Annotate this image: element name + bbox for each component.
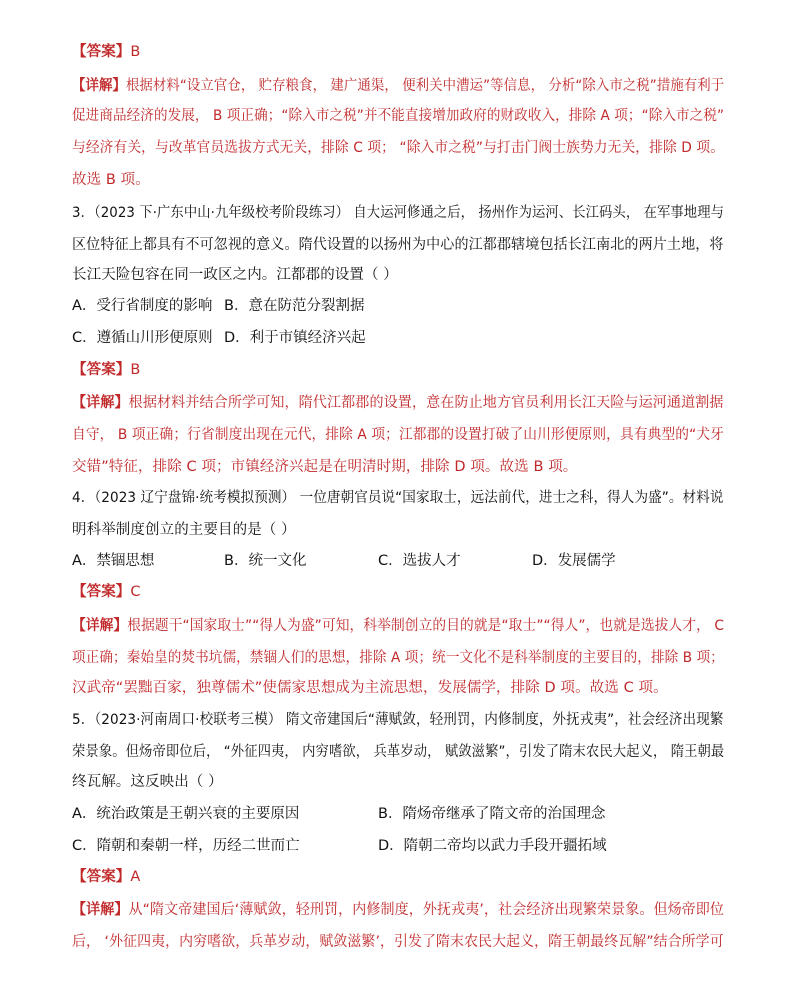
answer-tag: 【答案】: [72, 44, 131, 60]
q3-option-b: B．意在防范分裂割据: [224, 298, 365, 314]
q3-detail-line-3: 交错”特征，排除 C 项；市镇经济兴起是在明清时期，排除 D 项。故选 B 项。: [72, 459, 578, 475]
q2-detail-line-4: 故选 B 项。: [72, 172, 150, 188]
answer-value: C: [130, 584, 141, 600]
q2-detail-line-2: 促进商品经济的发展， B 项正确；“除入市之税”并不能直接增加政府的财政收入，排除 A 项；“除入市之税”: [72, 108, 725, 124]
q5-stem-line-2: 荣景象。但炀帝即位后， “外征四夷， 内穷嗜欲， 兵革岁动， 赋敛滋繁”，引发了隋末农民大起义， 隋王朝最: [72, 744, 725, 760]
q3-detail-line-2: 自守， B 项正确；行省制度出现在元代，排除 A 项；江都郡的设置打破了山川形便原则，具有典型的“犬牙: [72, 427, 724, 443]
detail-tag: 【详解】: [72, 78, 126, 94]
q3-option-d: D．利于市镇经济兴起: [224, 330, 366, 346]
q4-detail-line-3: 汉武帝“罢黜百家，独尊儒术”使儒家思想成为主流思想，发展儒学，排除 D 项。故选 C 项。: [72, 680, 668, 696]
q5-option-b: B．隋炀帝继承了隋文帝的治国理念: [378, 806, 606, 822]
answer-value: A: [130, 869, 141, 885]
answer-tag: 【答案】: [72, 869, 131, 885]
q4-option-c: C．选拔人才: [378, 553, 461, 569]
q5-option-a: A．统治政策是王朝兴衰的主要原因: [72, 806, 300, 822]
q4-stem-line-2: 明科举制度创立的主要目的是（ ）: [72, 522, 296, 538]
q5-detail-line-1: 【详解】从“隋文帝建国后‘薄赋敛，轻刑罚，内修制度，外抚戎夷’，社会经济出现繁荣景象。但炀帝即位: [72, 902, 725, 918]
q4-option-b: B．统一文化: [224, 553, 307, 569]
q4-option-a: A．禁锢思想: [72, 553, 155, 569]
q2-answer-line: [72, 42, 140, 62]
q3-stem-line-2: 区位特征上都具有不可忽视的意义。隋代设置的以扬州为中心的江都郡辖境包括长江南北的两片土地，将: [72, 237, 724, 253]
q4-option-d: D．发展儒学: [532, 553, 616, 569]
q3-option-a: A．受行省制度的影响: [72, 298, 213, 314]
q3-stem-line-1: 3．（2023 下·广东中山·九年级校考阶段练习） 自大运河修通之后， 扬州作为运河、长江码头， 在军事地理与: [72, 205, 725, 221]
q4-detail-line-1: 【详解】根据题干“国家取士”“得人为盛”可知，科举制创立的目的就是“取士”“得人”，也就是选拔人才， C: [72, 618, 725, 634]
q4-stem-line-1: 4．（2023 辽宁盘锦·统考模拟预测） 一位唐朝官员说“国家取士，远法前代，进士之科，得人为盛”。材料说: [72, 490, 724, 506]
q3-answer-line: [72, 360, 140, 380]
q3-option-c: C．遵循山川形便原则: [72, 330, 213, 346]
q5-stem-line-3: 终瓦解。这反映出（ ）: [72, 774, 223, 790]
q5-answer-line: [72, 867, 140, 887]
q2-detail-line-3: 与经济有关，与改革官员选拔方式无关，排除 C 项； “除入市之税”与打击门阀士族势力无关，排除 D 项。: [72, 140, 725, 156]
q5-option-c: C．隋朝和秦朝一样，历经二世而亡: [72, 838, 300, 854]
q5-detail-line-2: 后， ‘外征四夷，内穷嗜欲，兵革岁动，赋敛滋繁’，引发了隋末农民大起义，隋王朝最终瓦解”结合所学可: [72, 934, 724, 950]
q3-detail-line-1: 【详解】根据材料并结合所学可知，隋代江都郡的设置，意在防止地方官员利用长江天险与运河通道割据: [72, 395, 724, 411]
answer-value: B: [130, 44, 141, 60]
detail-tag: 【详解】: [72, 395, 129, 411]
q2-detail-line-1: 【详解】根据材料“设立官仓， 贮存粮食， 建广通渠， 便利关中漕运”等信息， 分析“除入市之税”措施有利于: [72, 78, 725, 94]
answer-tag: 【答案】: [72, 584, 131, 600]
q4-answer-line: [72, 582, 141, 602]
detail-tag: 【详解】: [72, 902, 129, 918]
answer-value: B: [130, 362, 141, 378]
q4-detail-line-2: 项正确；秦始皇的焚书坑儒，禁锢人们的思想，排除 A 项；统一文化不是科举制度的主要目的，排除 B 项；: [72, 650, 724, 666]
q5-stem-line-1: 5．（2023·河南周口·校联考三模） 隋文帝建国后“薄赋敛，轻刑罚，内修制度，外抚戎夷”，社会经济出现繁: [72, 712, 724, 728]
q3-stem-line-3: 长江天险包容在同一政区之内。江都郡的设置（ ）: [72, 267, 398, 283]
q5-option-d: D．隋朝二帝均以武力手段开疆拓域: [378, 838, 607, 854]
detail-tag: 【详解】: [72, 618, 128, 634]
answer-tag: 【答案】: [72, 362, 131, 378]
